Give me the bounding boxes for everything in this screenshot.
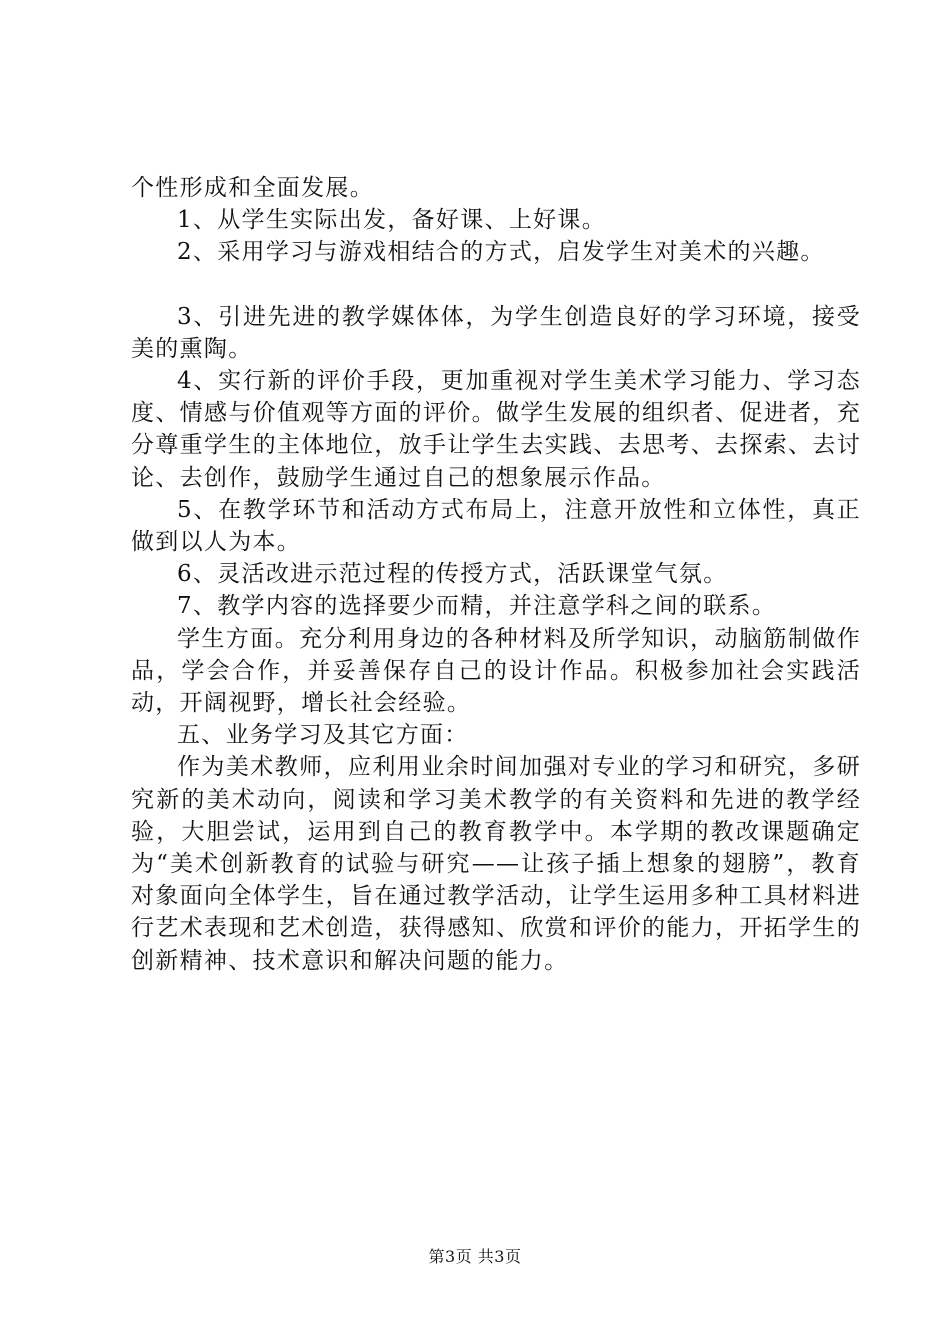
paragraph-students: 学生方面。充分利用身边的各种材料及所学知识，动脑筋制做作品，学会合作，并妥善保存自己的设计作品。积极参加社会实践活动，开阔视野，增长社会经验。 xyxy=(131,625,861,717)
paragraph-item-7: 7、教学内容的选择要少而精，并注意学科之间的联系。 xyxy=(177,593,777,620)
document-body xyxy=(131,172,861,977)
paragraph-item-6: 6、灵活改进示范过程的传授方式，活跃课堂气氛。 xyxy=(177,561,728,588)
page-number-footer: 第3页 共3页 xyxy=(428,1247,522,1266)
paragraph-professional-study: 作为美术教师，应利用业余时间加强对专业的学习和研究，多研究新的美术动向，阅读和学习美术教学的有关资料和先进的教学经验，大胆尝试，运用到自己的教育教学中。本学期的教改课题确定为“美术创新教育的试验与研究——让孩子插上想象的翅膀”，教育对象面向全体学生，旨在通过教学活动，让学生运用多种工具材料进行艺术表现和艺术创造，获得感知、欣赏和评价的能力，开拓学生的创新精神、技术意识和解决问题的能力。 xyxy=(131,754,861,974)
paragraph-item-5: 5、在教学环节和活动方式布局上，注意开放性和立体性，真正做到以人为本。 xyxy=(131,496,861,556)
paragraph-item-1: 1、从学生实际出发，备好课、上好课。 xyxy=(177,207,607,234)
section-heading-five: 五、业务学习及其它方面： xyxy=(177,722,469,749)
paragraph-item-4: 4、实行新的评价手段，更加重视对学生美术学习能力、学习态度、情感与价值观等方面的评价。做学生发展的组织者、促进者，充分尊重学生的主体地位，放手让学生去实践、去思考、去探索、去讨论、去创作，鼓励学生通过自己的想象展示作品。 xyxy=(131,368,861,491)
paragraph-continuation: 个性形成和全面发展。 xyxy=(131,175,374,201)
paragraph-item-2: 2、采用学习与游戏相结合的方式，启发学生对美术的兴趣。 xyxy=(177,239,825,266)
paragraph-item-3: 3、引进先进的教学媒体体，为学生创造良好的学习环境，接受美的熏陶。 xyxy=(131,303,861,362)
